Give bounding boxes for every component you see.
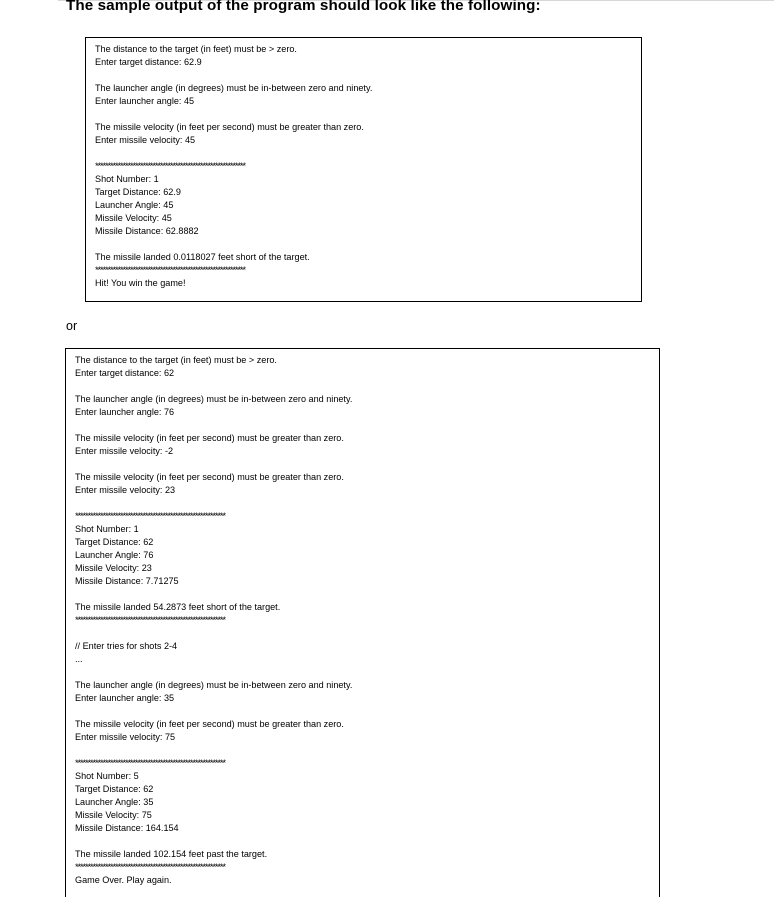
target-distance: Target Distance: 62.9 bbox=[95, 187, 181, 197]
star-separator: ************************************************************ bbox=[75, 758, 225, 769]
angle-input: Enter launcher angle: 76 bbox=[75, 407, 175, 417]
shot-number: Shot Number: 5 bbox=[75, 771, 139, 781]
shot-result: The missile landed 54.2873 feet short of the target. bbox=[75, 602, 281, 612]
comment-line: // Enter tries for shots 2-4 bbox=[75, 641, 178, 651]
target-prompt: The distance to the target (in feet) must be > zero. bbox=[75, 355, 277, 365]
target-distance: Target Distance: 62 bbox=[75, 537, 154, 547]
angle-input: Enter launcher angle: 45 bbox=[95, 96, 195, 106]
velocity-input: Enter missile velocity: -2 bbox=[75, 446, 174, 456]
final-message: Hit! You win the game! bbox=[95, 278, 186, 288]
velocity-input: Enter missile velocity: 23 bbox=[75, 485, 176, 495]
velocity-input: Enter missile velocity: 75 bbox=[75, 732, 176, 742]
angle-input: Enter launcher angle: 35 bbox=[75, 693, 175, 703]
shot-number: Shot Number: 1 bbox=[95, 174, 159, 184]
star-separator: ************************************************************ bbox=[75, 615, 225, 626]
velocity-input: Enter missile velocity: 45 bbox=[95, 135, 196, 145]
ellipsis-line: ... bbox=[75, 654, 83, 664]
velocity-prompt: The missile velocity (in feet per second) must be greater than zero. bbox=[75, 433, 344, 443]
sample-output-box-2 bbox=[65, 348, 660, 897]
shot-result: The missile landed 102.154 feet past the target. bbox=[75, 849, 268, 859]
star-separator: ************************************************************ bbox=[75, 511, 225, 522]
or-separator: or bbox=[66, 319, 78, 333]
page-heading: The sample output of the program should look like the following: bbox=[66, 0, 541, 14]
star-separator: ************************************************************ bbox=[95, 161, 245, 172]
missile-velocity: Missile Velocity: 75 bbox=[75, 810, 152, 820]
launcher-angle: Launcher Angle: 35 bbox=[75, 797, 154, 807]
angle-prompt: The launcher angle (in degrees) must be in-between zero and ninety. bbox=[95, 83, 373, 93]
velocity-prompt: The missile velocity (in feet per second) must be greater than zero. bbox=[75, 472, 344, 482]
target-input: Enter target distance: 62 bbox=[75, 368, 175, 378]
missile-distance: Missile Distance: 164.154 bbox=[75, 823, 179, 833]
velocity-prompt: The missile velocity (in feet per second) must be greater than zero. bbox=[75, 719, 344, 729]
angle-prompt: The launcher angle (in degrees) must be in-between zero and ninety. bbox=[75, 394, 353, 404]
star-separator: ************************************************************ bbox=[95, 265, 245, 276]
shot-number: Shot Number: 1 bbox=[75, 524, 139, 534]
missile-velocity: Missile Velocity: 23 bbox=[75, 563, 152, 573]
sample-output-box-1 bbox=[85, 37, 642, 302]
velocity-prompt: The missile velocity (in feet per second) must be greater than zero. bbox=[95, 122, 364, 132]
final-message: Game Over. Play again. bbox=[75, 875, 172, 885]
missile-distance: Missile Distance: 62.8882 bbox=[95, 226, 199, 236]
target-prompt: The distance to the target (in feet) must be > zero. bbox=[95, 44, 297, 54]
missile-distance: Missile Distance: 7.71275 bbox=[75, 576, 179, 586]
missile-velocity: Missile Velocity: 45 bbox=[95, 213, 172, 223]
shot-result: The missile landed 0.0118027 feet short of the target. bbox=[95, 252, 310, 262]
angle-prompt: The launcher angle (in degrees) must be in-between zero and ninety. bbox=[75, 680, 353, 690]
target-distance: Target Distance: 62 bbox=[75, 784, 154, 794]
star-separator: ************************************************************ bbox=[75, 862, 225, 873]
target-input: Enter target distance: 62.9 bbox=[95, 57, 202, 67]
launcher-angle: Launcher Angle: 76 bbox=[75, 550, 154, 560]
launcher-angle: Launcher Angle: 45 bbox=[95, 200, 174, 210]
